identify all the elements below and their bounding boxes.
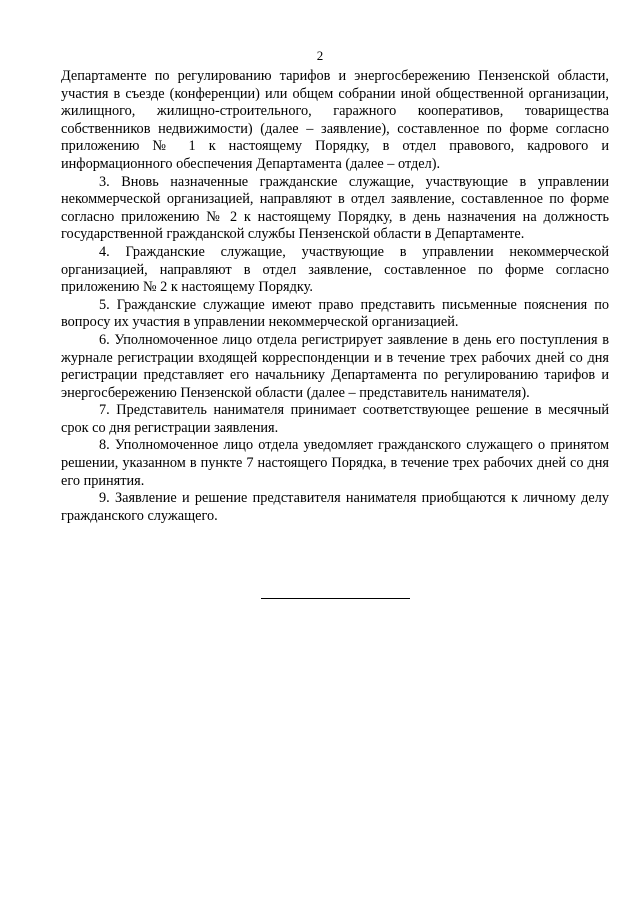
- paragraph-item-5: 5. Гражданские служащие имеют право представить письменные пояснения по вопросу их участия в управлении некоммерческой организацией.: [61, 296, 609, 331]
- paragraph-item-9: 9. Заявление и решение представителя нанимателя приобщаются к личному делу гражданского служащего.: [61, 490, 609, 524]
- paragraph-item-4: 4. Гражданские служащие, участвующие в управлении некоммерческой организацией, направляют в отдел заявление, составленное по форме согласно приложению № 2 к настоящему Порядку.: [61, 243, 609, 296]
- end-separator-line: [261, 598, 410, 599]
- paragraph-continuation: Департаменте по регулированию тарифов и энергосбережению Пензенской области, участия в съезде (конференции) или общем собрании иной общественной организации, жилищного, жилищно-строительного, гаражного кооперативов, товарищества собственников недвижимости) (далее – заявление), составленное по форме согласно приложению № 1 к настоящему Порядку, в отдел правового, кадрового и информационного обеспечения Департамента (далее – отдел).: [61, 68, 609, 172]
- paragraph-item-8: 8. Уполномоченное лицо отдела уведомляет гражданского служащего о принятом решении, указанном в пункте 7 настоящего Порядка, в течение трех рабочих дней со дня его принятия.: [61, 437, 609, 489]
- paragraph-item-3: 3. Вновь назначенные гражданские служащие, участвующие в управлении некоммерческой организацией, направляют в отдел заявление, составленное по форме согласно приложению № 2 к настоящему Порядку, в день назначения на должность государственной гражданской службы Пензенской области в Департаменте.: [61, 173, 609, 243]
- paragraph-item-7: 7. Представитель нанимателя принимает соответствующее решение в месячный срок со дня регистрации заявления.: [61, 402, 609, 436]
- page-number: 2: [316, 48, 324, 63]
- document-body: [61, 68, 609, 525]
- paragraph-item-6: 6. Уполномоченное лицо отдела регистрирует заявление в день его поступления в журнале регистрации входящей корреспонденции и в течение трех рабочих дней со дня регистрации представляет его начальнику Департамента по регулированию тарифов и энергосбережению Пензенской области (далее – представитель нанимателя).: [61, 331, 609, 401]
